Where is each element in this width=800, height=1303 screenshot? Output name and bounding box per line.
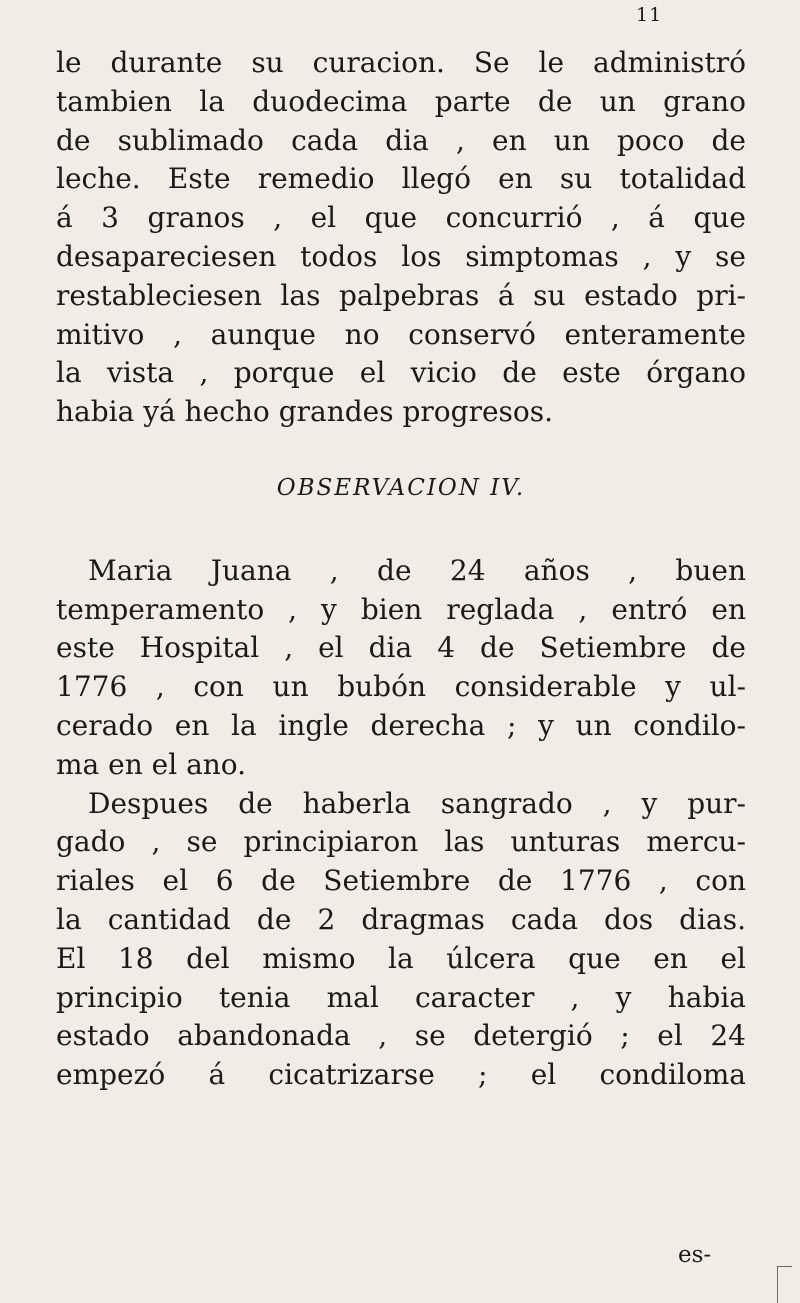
section-heading: OBSERVACION IV. — [276, 474, 526, 501]
page-number: 11 — [636, 4, 663, 26]
text-line: temperamento , y bien reglada , entró en — [56, 592, 746, 626]
text-line: á 3 granos , el que concurrió , á que — [56, 201, 746, 235]
text-line: la cantidad de 2 dragmas cada dos dias. — [56, 902, 746, 936]
text-line: desapareciesen todos los simptomas , y se — [56, 239, 746, 273]
paragraph-3 — [56, 785, 746, 1095]
text-line: Despues de haberla sangrado , y pur- — [88, 786, 746, 820]
text-line: la vista , porque el vicio de este órgano — [56, 356, 746, 390]
paragraph-1 — [56, 44, 746, 432]
page-corner-mark — [777, 1266, 792, 1303]
text-line: habia yá hecho grandes progresos. — [56, 395, 554, 429]
text-line: de sublimado cada dia , en un poco de — [56, 123, 746, 157]
catchword: es- — [678, 1242, 712, 1268]
text-line: este Hospital , el dia 4 de Setiembre de — [56, 631, 746, 665]
text-line: estado abandonada , se detergió ; el 24 — [56, 1019, 746, 1053]
text-line: 1776 , con un bubón considerable y ul- — [56, 670, 746, 704]
page-text — [56, 44, 746, 1095]
text-line: riales el 6 de Setiembre de 1776 , con — [56, 864, 746, 898]
text-line: mitivo , aunque no conservó enteramente — [56, 317, 746, 351]
text-line: le durante su curacion. Se le administró — [56, 46, 746, 79]
text-line: empezó á cicatrizarse ; el condiloma — [56, 1058, 746, 1092]
text-line: principio tenia mal caracter , y habia — [56, 980, 746, 1014]
text-line: El 18 del mismo la úlcera que en el — [56, 941, 746, 975]
text-line: leche. Este remedio llegó en su totalidad — [56, 162, 746, 196]
text-line: Maria Juana , de 24 años , buen — [88, 553, 746, 587]
text-line: cerado en la ingle derecha ; y un condilo- — [56, 708, 746, 742]
text-line: ma en el ano. — [56, 747, 247, 781]
paragraph-2 — [56, 552, 746, 785]
text-line: restableciesen las palpebras á su estado pri- — [56, 278, 746, 312]
text-line: tambien la duodecima parte de un grano — [56, 84, 746, 118]
text-line: gado , se principiaron las unturas mercu- — [56, 825, 746, 859]
